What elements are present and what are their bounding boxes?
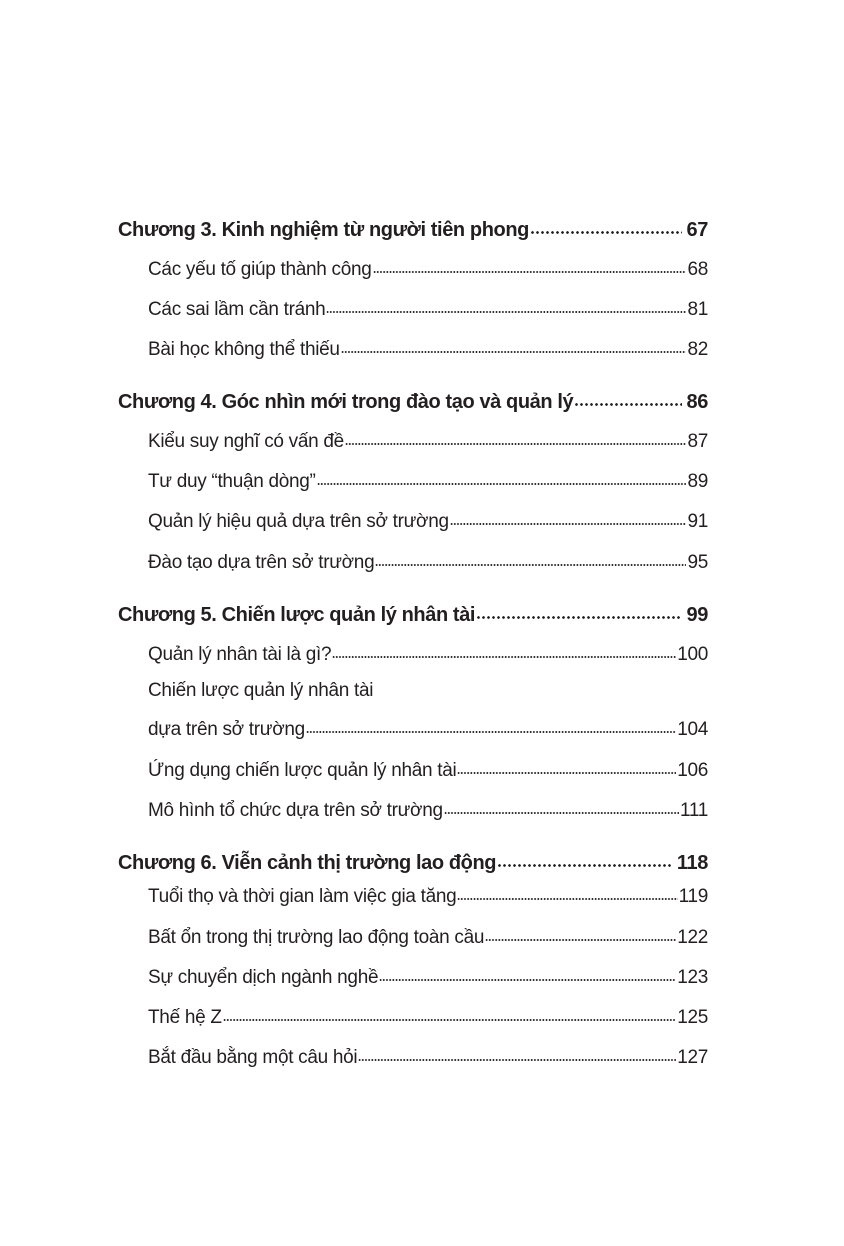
toc-chapter-4[interactable] (118, 388, 708, 412)
entry-title: Ứng dụng chiến lược quản lý nhân tài (148, 760, 457, 781)
entry-title: Các sai lầm cần tránh (148, 299, 326, 320)
dot-leader (476, 601, 681, 621)
page-number: 89 (687, 471, 708, 492)
dot-leader (332, 641, 676, 660)
toc-entry[interactable] (148, 296, 708, 319)
dot-leader (379, 964, 676, 983)
toc-entry[interactable] (148, 964, 708, 987)
page-number: 91 (687, 511, 708, 532)
page-number: 122 (677, 927, 708, 948)
dot-leader (358, 1044, 676, 1063)
toc-entry[interactable] (148, 428, 708, 451)
toc-entry-line-1[interactable] (148, 681, 373, 700)
page-number: 87 (687, 431, 708, 452)
toc-entry[interactable] (148, 256, 708, 279)
dot-leader (317, 468, 687, 487)
toc-chapter-6[interactable] (118, 849, 708, 873)
entry-title: Bài học không thể thiếu (148, 339, 340, 360)
dot-leader (457, 883, 677, 902)
dot-leader (444, 797, 679, 816)
page-number: 68 (687, 259, 708, 280)
entry-title: Tuổi thọ và thời gian làm việc gia tăng (148, 886, 457, 907)
entry-title: Mô hình tổ chức dựa trên sở trường (148, 800, 443, 821)
page-number: 82 (687, 339, 708, 360)
dot-leader (574, 388, 681, 408)
entry-title: Quản lý hiệu quả dựa trên sở trường (148, 511, 449, 532)
page-number: 106 (677, 760, 708, 781)
entry-title: Bắt đầu bằng một câu hỏi (148, 1047, 358, 1068)
dot-leader (375, 549, 686, 568)
entry-title: Tư duy “thuận dòng” (148, 471, 316, 492)
dot-leader (457, 757, 676, 776)
dot-leader (530, 216, 682, 236)
toc-chapter-5[interactable] (118, 601, 708, 625)
entry-title: Bất ổn trong thị trường lao động toàn cầu (148, 927, 485, 948)
toc-entry[interactable] (148, 757, 708, 780)
toc-entry[interactable] (148, 1044, 708, 1067)
dot-leader (485, 924, 676, 943)
dot-leader (306, 716, 676, 735)
page-number: 123 (677, 967, 708, 988)
dot-leader (497, 849, 672, 869)
dot-leader (373, 256, 687, 275)
page-number: 118 (676, 852, 708, 874)
page-number: 111 (680, 800, 708, 821)
dot-leader (345, 428, 687, 447)
page-number: 100 (677, 644, 708, 665)
toc-entry[interactable] (148, 508, 708, 531)
page-number: 86 (686, 391, 708, 413)
entry-title: Chiến lược quản lý nhân tài (148, 680, 374, 701)
chapter-title: Chương 3. Kinh nghiệm từ người tiên phong (118, 219, 529, 241)
page-number: 95 (687, 552, 708, 573)
entry-title: Đào tạo dựa trên sở trường (148, 552, 375, 573)
entry-title-continued: dựa trên sở trường (148, 719, 305, 740)
toc-entry[interactable] (148, 641, 708, 664)
page-number: 104 (677, 719, 708, 740)
toc-chapter-3[interactable] (118, 216, 708, 240)
entry-title: Quản lý nhân tài là gì? (148, 644, 332, 665)
chapter-title: Chương 5. Chiến lược quản lý nhân tài (118, 604, 476, 626)
entry-title: Các yếu tố giúp thành công (148, 259, 372, 280)
toc-entry-line-2[interactable] (148, 716, 708, 739)
dot-leader (341, 336, 687, 355)
toc-entry[interactable] (148, 883, 708, 906)
toc-entry[interactable] (148, 468, 708, 491)
toc-entry[interactable] (148, 924, 708, 947)
dot-leader (223, 1004, 677, 1023)
chapter-title: Chương 4. Góc nhìn mới trong đào tạo và quản lý (118, 391, 574, 413)
page-number: 67 (686, 219, 708, 241)
page-number: 99 (686, 604, 708, 626)
dot-leader (326, 296, 686, 315)
entry-title: Thế hệ Z (148, 1007, 222, 1028)
dot-leader (450, 508, 687, 527)
chapter-title: Chương 6. Viễn cảnh thị trường lao động (118, 852, 497, 874)
toc-entry[interactable] (148, 336, 708, 359)
page-number: 119 (678, 886, 708, 907)
toc-entry[interactable] (148, 1004, 708, 1027)
entry-title: Sự chuyển dịch ngành nghề (148, 967, 379, 988)
entry-title: Kiểu suy nghĩ có vấn đề (148, 431, 344, 452)
page-number: 81 (687, 299, 708, 320)
page-number: 127 (677, 1047, 708, 1068)
toc-entry[interactable] (148, 797, 708, 820)
page-number: 125 (677, 1007, 708, 1028)
toc-entry[interactable] (148, 549, 708, 572)
